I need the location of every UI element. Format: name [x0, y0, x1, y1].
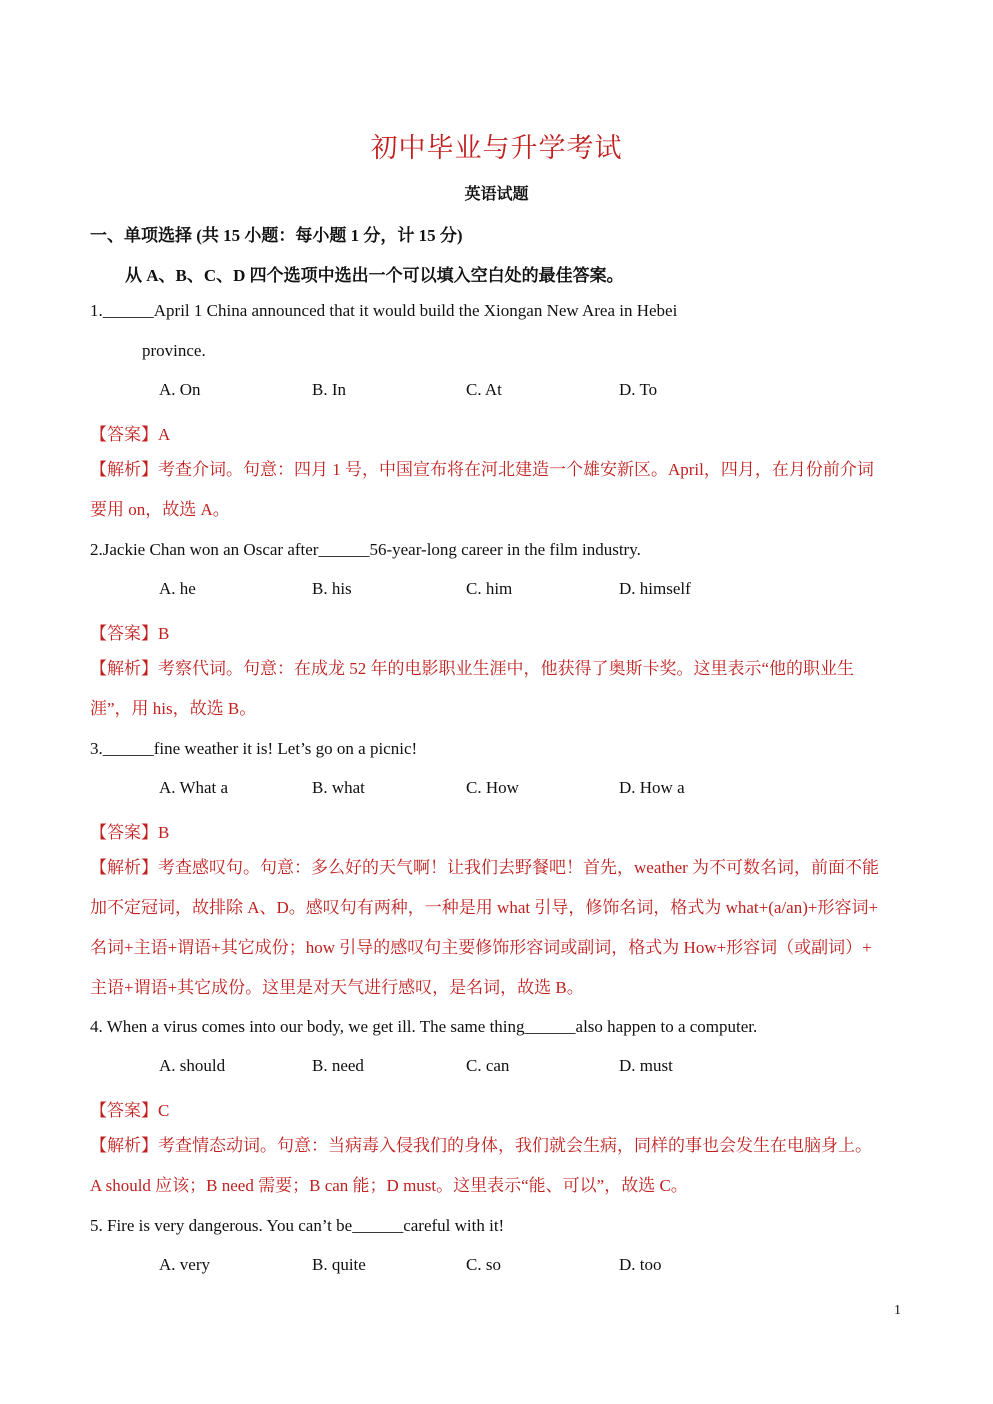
question-5-option-c: C. so — [466, 1255, 501, 1274]
question-3-stem: 3.______fine weather it is! Let’s go on a picnic! — [90, 739, 418, 758]
question-5-option-d: D. too — [619, 1255, 662, 1274]
question-1-answer: 【答案】A — [90, 425, 171, 444]
question-2-option-a: A. he — [159, 579, 196, 598]
question-1-option-d: D. To — [619, 380, 658, 399]
question-1-analysis-line-1: 【解析】考查介词。句意：四月 1 号，中国宣布将在河北建造一个雄安新区。April，四月，在月份前介词 — [90, 460, 874, 479]
question-2-analysis-line-1: 【解析】考察代词。句意：在成龙 52 年的电影职业生涯中，他获得了奥斯卡奖。这里表示“他的职业生 — [90, 659, 855, 678]
question-4-option-c: C. can — [466, 1056, 510, 1075]
question-5-option-b: B. quite — [312, 1255, 366, 1274]
question-3-analysis-line-4: 主语+谓语+其它成份。这里是对天气进行感叹，是名词，故选 B。 — [90, 978, 584, 997]
page-title: 初中毕业与升学考试 — [370, 133, 623, 163]
question-1-option-c: C. At — [466, 380, 502, 399]
question-4-option-d: D. must — [619, 1056, 673, 1075]
question-1-analysis-line-2: 要用 on，故选 A。 — [90, 500, 230, 519]
page-subtitle: 英语试题 — [464, 186, 529, 203]
question-4-option-a: A. should — [159, 1056, 226, 1075]
question-4-analysis-line-2: A should 应该；B need 需要；B can 能；D must。这里表示“能、可以”，故选 C。 — [90, 1176, 688, 1195]
question-2-option-d: D. himself — [619, 579, 691, 598]
question-1-option-b: B. In — [312, 380, 346, 399]
question-3-option-d: D. How a — [619, 778, 685, 797]
question-2-option-b: B. his — [312, 579, 352, 598]
question-3-option-b: B. what — [312, 778, 365, 797]
question-3-analysis-line-3: 名词+主语+谓语+其它成份；how 引导的感叹句主要修饰形容词或副词，格式为 How+形容词（或副词）+ — [90, 938, 872, 957]
section-instruction: 从 A、B、C、D 四个选项中选出一个可以填入空白处的最佳答案。 — [125, 266, 624, 285]
question-1-option-a: A. On — [159, 380, 201, 399]
question-3-analysis-line-1: 【解析】考查感叹句。句意：多么好的天气啊！让我们去野餐吧！首先，weather 为不可数名词，前面不能 — [90, 858, 880, 877]
question-3-answer: 【答案】B — [90, 823, 170, 842]
question-2-option-c: C. him — [466, 579, 513, 598]
question-1-stem-cont: province. — [142, 341, 206, 360]
page-number: 1 — [894, 1303, 901, 1318]
question-4-option-b: B. need — [312, 1056, 364, 1075]
question-4-stem: 4. When a virus comes into our body, we get ill. The same thing______also happen to a computer. — [90, 1017, 758, 1036]
section-heading: 一、单项选择 (共 15 小题：每小题 1 分，计 15 分) — [90, 226, 463, 245]
question-4-analysis-line-1: 【解析】考查情态动词。句意：当病毒入侵我们的身体，我们就会生病，同样的事也会发生在电脑身上。 — [90, 1136, 872, 1155]
question-4-answer: 【答案】C — [90, 1101, 170, 1120]
question-3-analysis-line-2: 加不定冠词，故排除 A、D。感叹句有两种，一种是用 what 引导，修饰名词，格式为 what+(a/an)+形容词+ — [90, 898, 879, 917]
question-3-option-c: C. How — [466, 778, 519, 797]
question-1-stem: 1.______April 1 China announced that it would build the Xiongan New Area in Hebei — [90, 301, 678, 320]
question-2-answer: 【答案】B — [90, 624, 170, 643]
question-2-stem: 2.Jackie Chan won an Oscar after______56-year-long career in the film industry. — [90, 540, 641, 559]
question-5-stem: 5. Fire is very dangerous. You can’t be______careful with it! — [90, 1216, 505, 1235]
question-5-option-a: A. very — [159, 1255, 210, 1274]
question-3-option-a: A. What a — [159, 778, 229, 797]
question-2-analysis-line-2: 涯”，用 his，故选 B。 — [90, 699, 257, 718]
